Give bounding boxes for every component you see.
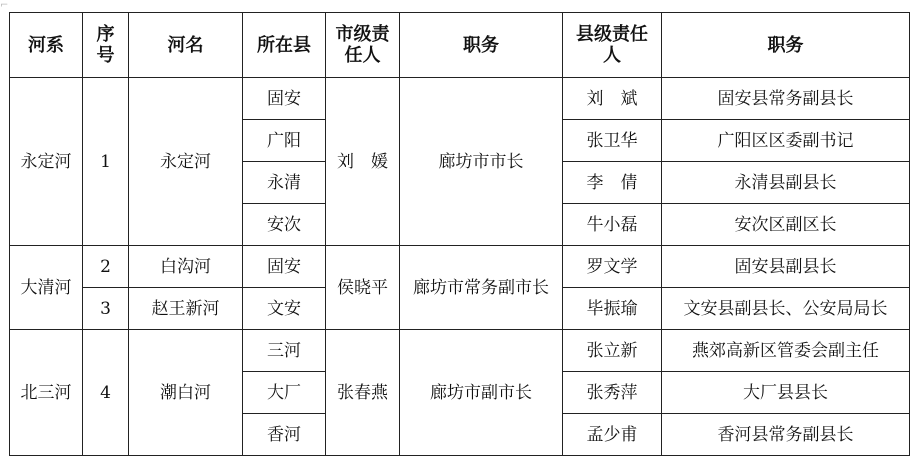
city-post-cell: 廊坊市常务副市长	[400, 246, 563, 330]
county-post-cell: 永清县副县长	[662, 162, 910, 204]
seq-cell: 1	[83, 78, 129, 246]
city-post-cell: 廊坊市副市长	[400, 330, 563, 456]
header-county-post: 职务	[662, 13, 910, 78]
seq-cell: 4	[83, 330, 129, 456]
header-county-responsible: 县级责任人	[563, 13, 662, 78]
county-cell: 香河	[243, 414, 326, 456]
header-river-system: 河系	[10, 13, 83, 78]
county-cell: 大厂	[243, 372, 326, 414]
county-responsible-cell: 牛小磊	[563, 204, 662, 246]
county-responsible-cell: 张秀萍	[563, 372, 662, 414]
seq-cell: 2	[83, 246, 129, 288]
river-name-cell: 赵王新河	[129, 288, 243, 330]
county-post-cell: 文安县副县长、公安局局长	[662, 288, 910, 330]
county-post-cell: 香河县常务副县长	[662, 414, 910, 456]
county-cell: 永清	[243, 162, 326, 204]
county-cell: 固安	[243, 246, 326, 288]
table-row	[10, 246, 910, 288]
county-cell: 安次	[243, 204, 326, 246]
table-row	[10, 78, 910, 120]
county-cell: 广阳	[243, 120, 326, 162]
county-responsible-cell: 张立新	[563, 330, 662, 372]
city-responsible-cell: 侯晓平	[326, 246, 400, 330]
river-name-cell: 白沟河	[129, 246, 243, 288]
seq-cell: 3	[83, 288, 129, 330]
header-city-responsible: 市级责任人	[326, 13, 400, 78]
county-responsible-cell: 孟少甫	[563, 414, 662, 456]
city-post-cell: 廊坊市市长	[400, 78, 563, 246]
river-chief-table	[9, 12, 910, 456]
county-post-cell: 固安县常务副县长	[662, 78, 910, 120]
city-responsible-cell: 刘 媛	[326, 78, 400, 246]
county-post-cell: 固安县副县长	[662, 246, 910, 288]
county-cell: 三河	[243, 330, 326, 372]
county-responsible-cell: 李 倩	[563, 162, 662, 204]
county-post-cell: 大厂县县长	[662, 372, 910, 414]
county-post-cell: 燕郊高新区管委会副主任	[662, 330, 910, 372]
county-responsible-cell: 毕振瑜	[563, 288, 662, 330]
river-system-cell: 永定河	[10, 78, 83, 246]
county-cell: 文安	[243, 288, 326, 330]
river-system-cell: 大清河	[10, 246, 83, 330]
city-responsible-cell: 张春燕	[326, 330, 400, 456]
header-city-post: 职务	[400, 13, 563, 78]
table-row	[10, 330, 910, 372]
river-name-cell: 永定河	[129, 78, 243, 246]
header-seq: 序号	[83, 13, 129, 78]
corner-mark: ⌐	[0, 0, 9, 11]
county-responsible-cell: 罗文学	[563, 246, 662, 288]
header-river-name: 河名	[129, 13, 243, 78]
county-responsible-cell: 张卫华	[563, 120, 662, 162]
river-name-cell: 潮白河	[129, 330, 243, 456]
header-county: 所在县	[243, 13, 326, 78]
county-post-cell: 安次区副区长	[662, 204, 910, 246]
county-responsible-cell: 刘 斌	[563, 78, 662, 120]
county-cell: 固安	[243, 78, 326, 120]
county-post-cell: 广阳区区委副书记	[662, 120, 910, 162]
river-system-cell: 北三河	[10, 330, 83, 456]
header-row	[10, 13, 910, 78]
